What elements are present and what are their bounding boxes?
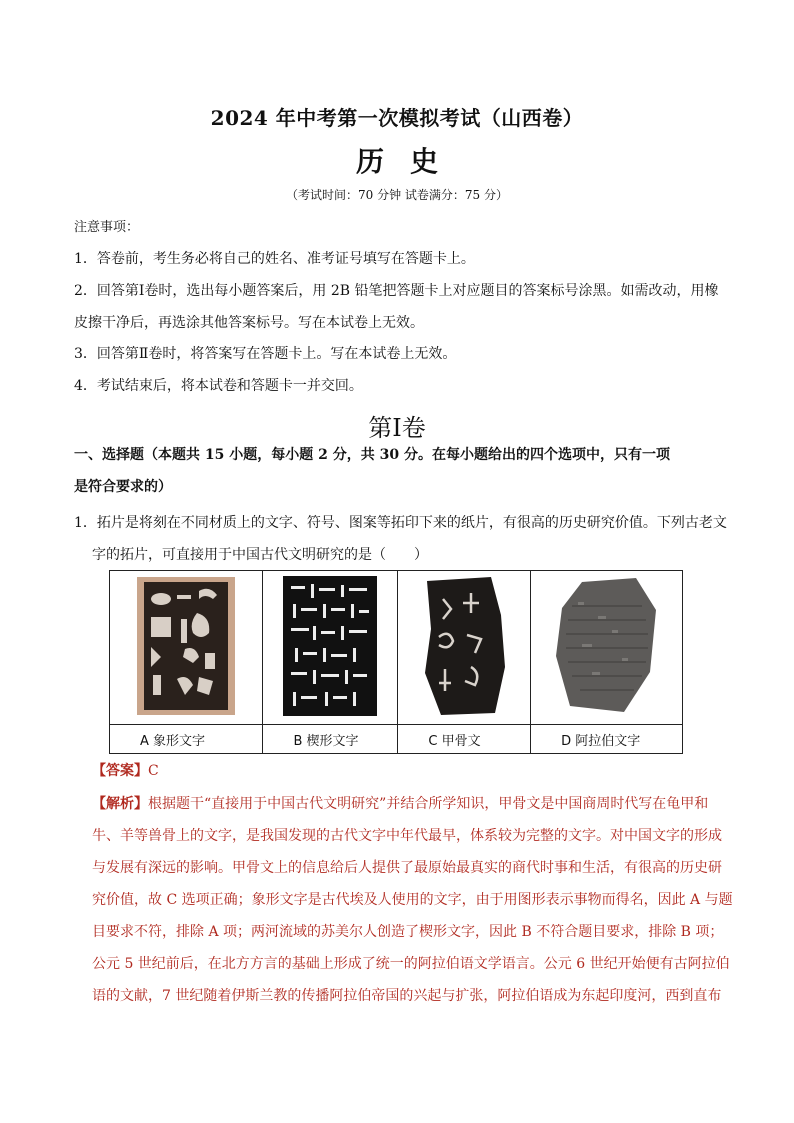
answer-line xyxy=(92,761,159,781)
option-a-label: A 象形文字 xyxy=(110,725,263,754)
oracle-bone-rubbing-image xyxy=(421,575,507,717)
analysis-line-2: 牛、羊等兽骨上的文字，是我国发现的古代文字中年代最早，体系较为完整的文字。对中国文字的形成 xyxy=(92,828,722,844)
options-table xyxy=(109,570,683,754)
option-c-image-cell xyxy=(398,571,531,725)
section-title: 第Ⅰ卷 xyxy=(368,414,426,442)
hieroglyph-rubbing-image xyxy=(137,577,235,715)
option-b-label: B 楔形文字 xyxy=(263,725,398,754)
notice-item-2: 2．回答第Ⅰ卷时，选出每小题答案后，用 2B 铅笔把答题卡上对应题目的答案标号涂黑。如需改动，用橡 xyxy=(74,283,719,299)
analysis-line-4: 究价值，故 C 选项正确；象形文字是古代埃及人使用的文字，由于用图形表示事物而得名，因此 A 与题 xyxy=(92,892,733,908)
option-d-label: D 阿拉伯文字 xyxy=(531,725,683,754)
section-instruction-2: 是符合要求的） xyxy=(74,479,172,495)
section-instruction-1: 一、选择题（本题共 15 小题，每小题 2 分，共 30 分。在每小题给出的四个选项中，只有一项 xyxy=(74,447,670,463)
notice-item-1: 1．答卷前，考生务必将自己的姓名、准考证号填写在答题卡上。 xyxy=(74,251,475,267)
analysis-text-1: 根据题干“直接用于中国古代文明研究”并结合所学知识，甲骨文是中国商周时代写在龟甲和 xyxy=(148,796,709,812)
option-a-image-cell xyxy=(110,571,263,725)
notice-item-4: 4．考试结束后，将本试卷和答题卡一并交回。 xyxy=(74,378,363,394)
exam-info: （考试时间：70 分钟 试卷满分：75 分） xyxy=(286,188,508,202)
cuneiform-rubbing-image xyxy=(283,576,377,716)
analysis-line-1 xyxy=(92,794,708,814)
question-stem-2: 字的拓片，可直接用于中国古代文明研究的是（ ） xyxy=(92,547,428,563)
option-d-image-cell xyxy=(531,571,683,725)
notice-item-3: 3．回答第Ⅱ卷时，将答案写在答题卡上。写在本试卷上无效。 xyxy=(74,346,457,362)
answer-key: 【答案】 xyxy=(92,763,148,779)
exam-title: 2024 年中考第一次模拟考试（山西卷） xyxy=(210,106,584,130)
analysis-line-5: 目要求不符，排除 A 项；两河流域的苏美尔人创造了楔形文字，因此 B 不符合题目要求，排除 B 项； xyxy=(92,924,724,940)
analysis-key: 【解析】 xyxy=(92,796,148,812)
option-c-label: C 甲骨文 xyxy=(398,725,531,754)
question-stem-1: 1．拓片是将刻在不同材质上的文字、符号、图案等拓印下来的纸片，有很高的历史研究价值。下列古老文 xyxy=(74,515,727,531)
option-b-image-cell xyxy=(263,571,398,725)
subject-title: 历史 xyxy=(355,145,464,178)
answer-value: C xyxy=(148,763,159,779)
notice-item-2-cont: 皮擦干净后，再选涂其他答案标号。写在本试卷上无效。 xyxy=(74,315,424,331)
analysis-line-6: 公元 5 世纪前后，在北方方言的基础上形成了统一的阿拉伯语文学语言。公元 6 世纪开始便有古阿拉伯 xyxy=(92,956,730,972)
analysis-line-7: 语的文献，7 世纪随着伊斯兰教的传播阿拉伯帝国的兴起与扩张，阿拉伯语成为东起印度河，西到直布 xyxy=(92,988,722,1004)
notice-heading: 注意事项： xyxy=(74,220,140,235)
analysis-line-3: 与发展有深远的影响。甲骨文上的信息给后人提供了最原始最真实的商代时事和生活，有很高的历史研 xyxy=(92,860,722,876)
arabic-stone-rubbing-image xyxy=(552,576,662,716)
